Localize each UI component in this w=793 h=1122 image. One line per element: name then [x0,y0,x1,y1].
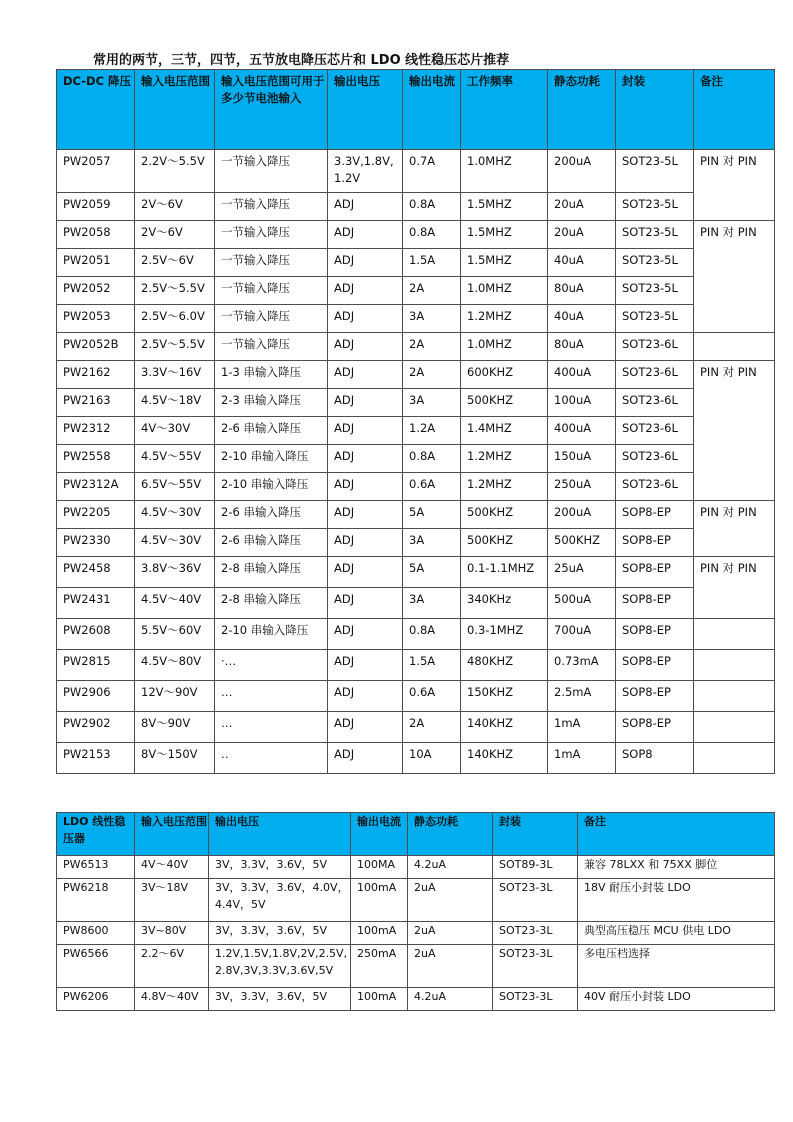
dcdc-table-row [57,277,775,305]
dcdc-cell: SOP8-EP [616,619,694,650]
dcdc-cell: PW2608 [57,619,135,650]
dcdc-cell: 2-3 串输入降压 [215,389,328,417]
dcdc-header-cell: 静态功耗 [548,70,616,150]
ldo-cell: 4V～40V [135,856,209,879]
dcdc-cell: 3.3V,1.8V, 1.2V [328,150,403,193]
dcdc-cell: ADJ [328,650,403,681]
dcdc-cell: ADJ [328,361,403,389]
dcdc-cell: 700uA [548,619,616,650]
dcdc-note-cell [694,681,775,712]
ldo-cell: SOT23-3L [493,945,578,988]
dcdc-cell: PW2058 [57,221,135,249]
dcdc-table-body [57,150,775,774]
ldo-cell: 2.2～6V [135,945,209,988]
dcdc-note-cell [694,619,775,650]
dcdc-table-row [57,712,775,743]
dcdc-cell: 2.5V～6.0V [135,305,215,333]
dcdc-cell: … [215,681,328,712]
dcdc-cell: SOP8-EP [616,557,694,588]
dcdc-cell: 0.6A [403,681,461,712]
dcdc-cell: 0.8A [403,221,461,249]
dcdc-cell: 250uA [548,473,616,501]
dcdc-cell: PW2059 [57,193,135,221]
dcdc-cell: 150KHZ [461,681,548,712]
dcdc-cell: 1.2MHZ [461,445,548,473]
dcdc-cell: 一节输入降压 [215,305,328,333]
dcdc-header-cell: 输出电压 [328,70,403,150]
ldo-cell: 兼容 78LXX 和 75XX 脚位 [578,856,775,879]
dcdc-header-cell: 备注 [694,70,775,150]
dcdc-cell: 2A [403,712,461,743]
dcdc-cell: 2V～6V [135,193,215,221]
dcdc-cell: 40uA [548,305,616,333]
ldo-table-row [57,879,775,922]
dcdc-cell: ADJ [328,445,403,473]
ldo-cell: 100MA [351,856,408,879]
dcdc-cell: 1.2A [403,417,461,445]
ldo-table-row [57,988,775,1011]
dcdc-cell: 2A [403,277,461,305]
dcdc-cell: 1.2MHZ [461,305,548,333]
dcdc-cell: 20uA [548,221,616,249]
dcdc-table-row [57,417,775,445]
dcdc-cell: PW2330 [57,529,135,557]
ldo-cell: 250mA [351,945,408,988]
dcdc-cell: 500uA [548,588,616,619]
dcdc-cell: 2-8 串输入降压 [215,557,328,588]
dcdc-cell: PW2815 [57,650,135,681]
ldo-header-cell: 封装 [493,813,578,856]
ldo-header-cell: 备注 [578,813,775,856]
ldo-cell: PW6206 [57,988,135,1011]
dcdc-note-cell [694,650,775,681]
dcdc-cell: 20uA [548,193,616,221]
dcdc-cell: PW2312 [57,417,135,445]
dcdc-cell: 4.5V～30V [135,501,215,529]
dcdc-cell: 0.8A [403,193,461,221]
ldo-header-cell: 输出电流 [351,813,408,856]
dcdc-cell: … [215,712,328,743]
dcdc-header-cell: 输入电压范围 [135,70,215,150]
ldo-header-cell: 静态功耗 [408,813,493,856]
dcdc-cell: 1.0MHZ [461,277,548,305]
dcdc-table-row [57,333,775,361]
dcdc-cell: SOP8-EP [616,681,694,712]
ldo-header-cell: LDO 线性稳压器 [57,813,135,856]
dcdc-table-row [57,150,775,193]
dcdc-cell: SOP8-EP [616,650,694,681]
dcdc-cell: ADJ [328,712,403,743]
dcdc-cell: 400uA [548,417,616,445]
dcdc-cell: ADJ [328,501,403,529]
dcdc-cell: SOT23-5L [616,249,694,277]
dcdc-cell: PW2052 [57,277,135,305]
dcdc-header-cell: 封装 [616,70,694,150]
ldo-table-body [57,856,775,1011]
dcdc-cell: PW2431 [57,588,135,619]
dcdc-cell: 5A [403,501,461,529]
dcdc-cell: 3A [403,588,461,619]
ldo-header-row [57,813,775,856]
dcdc-cell: 200uA [548,150,616,193]
dcdc-cell: SOT23-5L [616,221,694,249]
dcdc-cell: ADJ [328,588,403,619]
dcdc-table-row [57,389,775,417]
dcdc-header-cell: DC-DC 降压 [57,70,135,150]
ldo-cell: 3V，3.3V，3.6V，4.0V，4.4V，5V [209,879,351,922]
dcdc-cell: SOP8 [616,743,694,774]
dcdc-cell: 3.8V～36V [135,557,215,588]
dcdc-table-row [57,619,775,650]
dcdc-cell: ADJ [328,221,403,249]
dcdc-cell: 1.2MHZ [461,473,548,501]
dcdc-cell: 一节输入降压 [215,277,328,305]
dcdc-cell: 一节输入降压 [215,333,328,361]
dcdc-table-row [57,249,775,277]
ldo-cell: 2uA [408,922,493,945]
dcdc-cell: 0.7A [403,150,461,193]
dcdc-cell: ADJ [328,557,403,588]
dcdc-cell: 3.3V～16V [135,361,215,389]
ldo-cell: 100mA [351,922,408,945]
dcdc-cell: 12V～90V [135,681,215,712]
ldo-cell: 4.8V～40V [135,988,209,1011]
ldo-table-row [57,856,775,879]
dcdc-cell: SOT23-6L [616,361,694,389]
dcdc-cell: 1.0MHZ [461,333,548,361]
ldo-cell: PW6566 [57,945,135,988]
dcdc-table-row [57,193,775,221]
dcdc-cell: 2.5V～5.5V [135,277,215,305]
dcdc-cell: 一节输入降压 [215,150,328,193]
dcdc-cell: 2-6 串输入降压 [215,501,328,529]
dcdc-cell: 4.5V～80V [135,650,215,681]
dcdc-cell: ADJ [328,417,403,445]
dcdc-table-row [57,743,775,774]
dcdc-table-row [57,650,775,681]
dcdc-cell: ADJ [328,305,403,333]
dcdc-cell: PW2057 [57,150,135,193]
dcdc-cell: PW2051 [57,249,135,277]
dcdc-cell: ·… [215,650,328,681]
dcdc-cell: SOP8-EP [616,501,694,529]
dcdc-cell: PW2053 [57,305,135,333]
dcdc-cell: 600KHZ [461,361,548,389]
ldo-cell: 多电压档选择 [578,945,775,988]
dcdc-cell: SOT23-5L [616,193,694,221]
dcdc-cell: ADJ [328,743,403,774]
dcdc-cell: 1-3 串输入降压 [215,361,328,389]
dcdc-cell: 一节输入降压 [215,249,328,277]
dcdc-cell: PW2205 [57,501,135,529]
dcdc-cell: SOT23-6L [616,417,694,445]
dcdc-cell: 500KHZ [548,529,616,557]
dcdc-cell: 80uA [548,277,616,305]
ldo-cell: PW8600 [57,922,135,945]
dcdc-cell: 4.5V～40V [135,588,215,619]
dcdc-cell: 200uA [548,501,616,529]
dcdc-cell: ‥ [215,743,328,774]
dcdc-cell: 1.5MHZ [461,249,548,277]
dcdc-table-row [57,501,775,529]
dcdc-note-cell [694,712,775,743]
ldo-cell: SOT23-3L [493,879,578,922]
dcdc-cell: 2.5mA [548,681,616,712]
dcdc-header-row [57,70,775,150]
dcdc-cell: 1.4MHZ [461,417,548,445]
dcdc-cell: 1.5MHZ [461,193,548,221]
ldo-cell: 4.2uA [408,988,493,1011]
page-title: 常用的两节，三节，四节，五节放电降压芯片和 LDO 线性稳压芯片推荐 [93,53,510,68]
ldo-cell: 3V~80V [135,922,209,945]
ldo-table [56,812,775,1011]
ldo-cell: 18V 耐压小封装 LDO [578,879,775,922]
ldo-cell: 40V 耐压小封装 LDO [578,988,775,1011]
dcdc-cell: 1mA [548,743,616,774]
dcdc-cell: 0.3-1MHZ [461,619,548,650]
dcdc-cell: 140KHZ [461,743,548,774]
dcdc-cell: ADJ [328,333,403,361]
ldo-header-cell: 输入电压范围 [135,813,209,856]
dcdc-cell: 100uA [548,389,616,417]
dcdc-cell: 8V～90V [135,712,215,743]
dcdc-header-cell: 工作频率 [461,70,548,150]
dcdc-cell: SOT23-5L [616,150,694,193]
dcdc-cell: 2V～6V [135,221,215,249]
dcdc-cell: 5.5V～60V [135,619,215,650]
ldo-cell: SOT23-3L [493,922,578,945]
dcdc-cell: 8V～150V [135,743,215,774]
dcdc-table-row [57,305,775,333]
ldo-header-cell: 输出电压 [209,813,351,856]
dcdc-cell: 40uA [548,249,616,277]
dcdc-cell: SOP8-EP [616,588,694,619]
ldo-cell: 2uA [408,945,493,988]
ldo-cell: 100mA [351,879,408,922]
dcdc-cell: PW2162 [57,361,135,389]
dcdc-cell: 25uA [548,557,616,588]
dcdc-table-row [57,221,775,249]
dcdc-cell: 80uA [548,333,616,361]
dcdc-cell: SOT23-6L [616,389,694,417]
dcdc-cell: 1.5A [403,650,461,681]
dcdc-cell: 4.5V～18V [135,389,215,417]
ldo-cell: SOT89-3L [493,856,578,879]
dcdc-note-cell: PIN 对 PIN [694,501,775,557]
dcdc-cell: 1.5MHZ [461,221,548,249]
dcdc-cell: 0.8A [403,619,461,650]
dcdc-cell: 3A [403,389,461,417]
dcdc-header-cell: 输入电压范围可用于多少节电池输入 [215,70,328,150]
dcdc-table-row [57,529,775,557]
dcdc-cell: ADJ [328,277,403,305]
dcdc-cell: 340KHz [461,588,548,619]
dcdc-cell: 6.5V～55V [135,473,215,501]
dcdc-cell: SOT23-6L [616,333,694,361]
dcdc-cell: 0.6A [403,473,461,501]
dcdc-cell: PW2052B [57,333,135,361]
ldo-table-row [57,945,775,988]
dcdc-cell: PW2902 [57,712,135,743]
dcdc-cell: 500KHZ [461,529,548,557]
dcdc-cell: 2-6 串输入降压 [215,417,328,445]
dcdc-cell: ADJ [328,681,403,712]
dcdc-cell: SOP8-EP [616,712,694,743]
ldo-cell: 4.2uA [408,856,493,879]
dcdc-table-row [57,557,775,588]
dcdc-cell: 10A [403,743,461,774]
ldo-cell: 3V～18V [135,879,209,922]
dcdc-cell: 2.2V～5.5V [135,150,215,193]
dcdc-cell: 0.1-1.1MHZ [461,557,548,588]
dcdc-cell: 4.5V～30V [135,529,215,557]
dcdc-cell: SOT23-6L [616,473,694,501]
dcdc-note-cell: PIN 对 PIN [694,361,775,501]
dcdc-cell: 2.5V～6V [135,249,215,277]
dcdc-cell: SOT23-6L [616,445,694,473]
dcdc-cell: SOP8-EP [616,529,694,557]
dcdc-cell: 3A [403,305,461,333]
ldo-cell: PW6513 [57,856,135,879]
dcdc-header-cell: 输出电流 [403,70,461,150]
dcdc-cell: PW2558 [57,445,135,473]
ldo-cell: 3V，3.3V，3.6V，5V [209,922,351,945]
dcdc-cell: ADJ [328,193,403,221]
dcdc-cell: 3A [403,529,461,557]
dcdc-cell: ADJ [328,529,403,557]
dcdc-table-row [57,361,775,389]
ldo-cell: PW6218 [57,879,135,922]
dcdc-cell: SOT23-5L [616,277,694,305]
dcdc-cell: 0.73mA [548,650,616,681]
dcdc-cell: PW2163 [57,389,135,417]
dcdc-cell: 1.0MHZ [461,150,548,193]
dcdc-cell: ADJ [328,473,403,501]
ldo-cell: 典型高压稳压 MCU 供电 LDO [578,922,775,945]
dcdc-table-row [57,473,775,501]
dcdc-cell: 5A [403,557,461,588]
dcdc-cell: 2-6 串输入降压 [215,529,328,557]
dcdc-cell: 2.5V～5.5V [135,333,215,361]
ldo-table-row [57,922,775,945]
dcdc-cell: 1mA [548,712,616,743]
dcdc-cell: SOT23-5L [616,305,694,333]
dcdc-cell: PW2906 [57,681,135,712]
dcdc-cell: 0.8A [403,445,461,473]
dcdc-note-cell: PIN 对 PIN [694,557,775,619]
ldo-cell: 100mA [351,988,408,1011]
dcdc-cell: 150uA [548,445,616,473]
dcdc-cell: 2A [403,333,461,361]
dcdc-cell: 2-10 串输入降压 [215,445,328,473]
dcdc-cell: 1.5A [403,249,461,277]
dcdc-cell: 2A [403,361,461,389]
ldo-cell: 1.2V,1.5V,1.8V,2V,2.5V, 2.8V,3V,3.3V,3.6V,5V [209,945,351,988]
dcdc-note-cell [694,333,775,361]
dcdc-cell: 400uA [548,361,616,389]
dcdc-cell: ADJ [328,619,403,650]
dcdc-cell: 480KHZ [461,650,548,681]
dcdc-table-row [57,588,775,619]
ldo-cell: 3V，3.3V，3.6V，5V [209,988,351,1011]
dcdc-cell: 一节输入降压 [215,193,328,221]
ldo-cell: 3V，3.3V，3.6V，5V [209,856,351,879]
dcdc-cell: PW2312A [57,473,135,501]
dcdc-cell: 4.5V～55V [135,445,215,473]
dcdc-cell: PW2153 [57,743,135,774]
dcdc-cell: ADJ [328,249,403,277]
dcdc-cell: 500KHZ [461,501,548,529]
dcdc-cell: 2-10 串输入降压 [215,473,328,501]
dcdc-table-row [57,445,775,473]
dcdc-table [56,69,775,774]
dcdc-cell: 500KHZ [461,389,548,417]
dcdc-cell: 140KHZ [461,712,548,743]
dcdc-table-row [57,681,775,712]
dcdc-cell: 4V～30V [135,417,215,445]
dcdc-note-cell: PIN 对 PIN [694,150,775,221]
dcdc-cell: 2-10 串输入降压 [215,619,328,650]
dcdc-cell: PW2458 [57,557,135,588]
dcdc-cell: 2-8 串输入降压 [215,588,328,619]
ldo-cell: 2uA [408,879,493,922]
ldo-cell: SOT23-3L [493,988,578,1011]
dcdc-cell: ADJ [328,389,403,417]
dcdc-cell: 一节输入降压 [215,221,328,249]
dcdc-note-cell: PIN 对 PIN [694,221,775,333]
dcdc-note-cell [694,743,775,774]
